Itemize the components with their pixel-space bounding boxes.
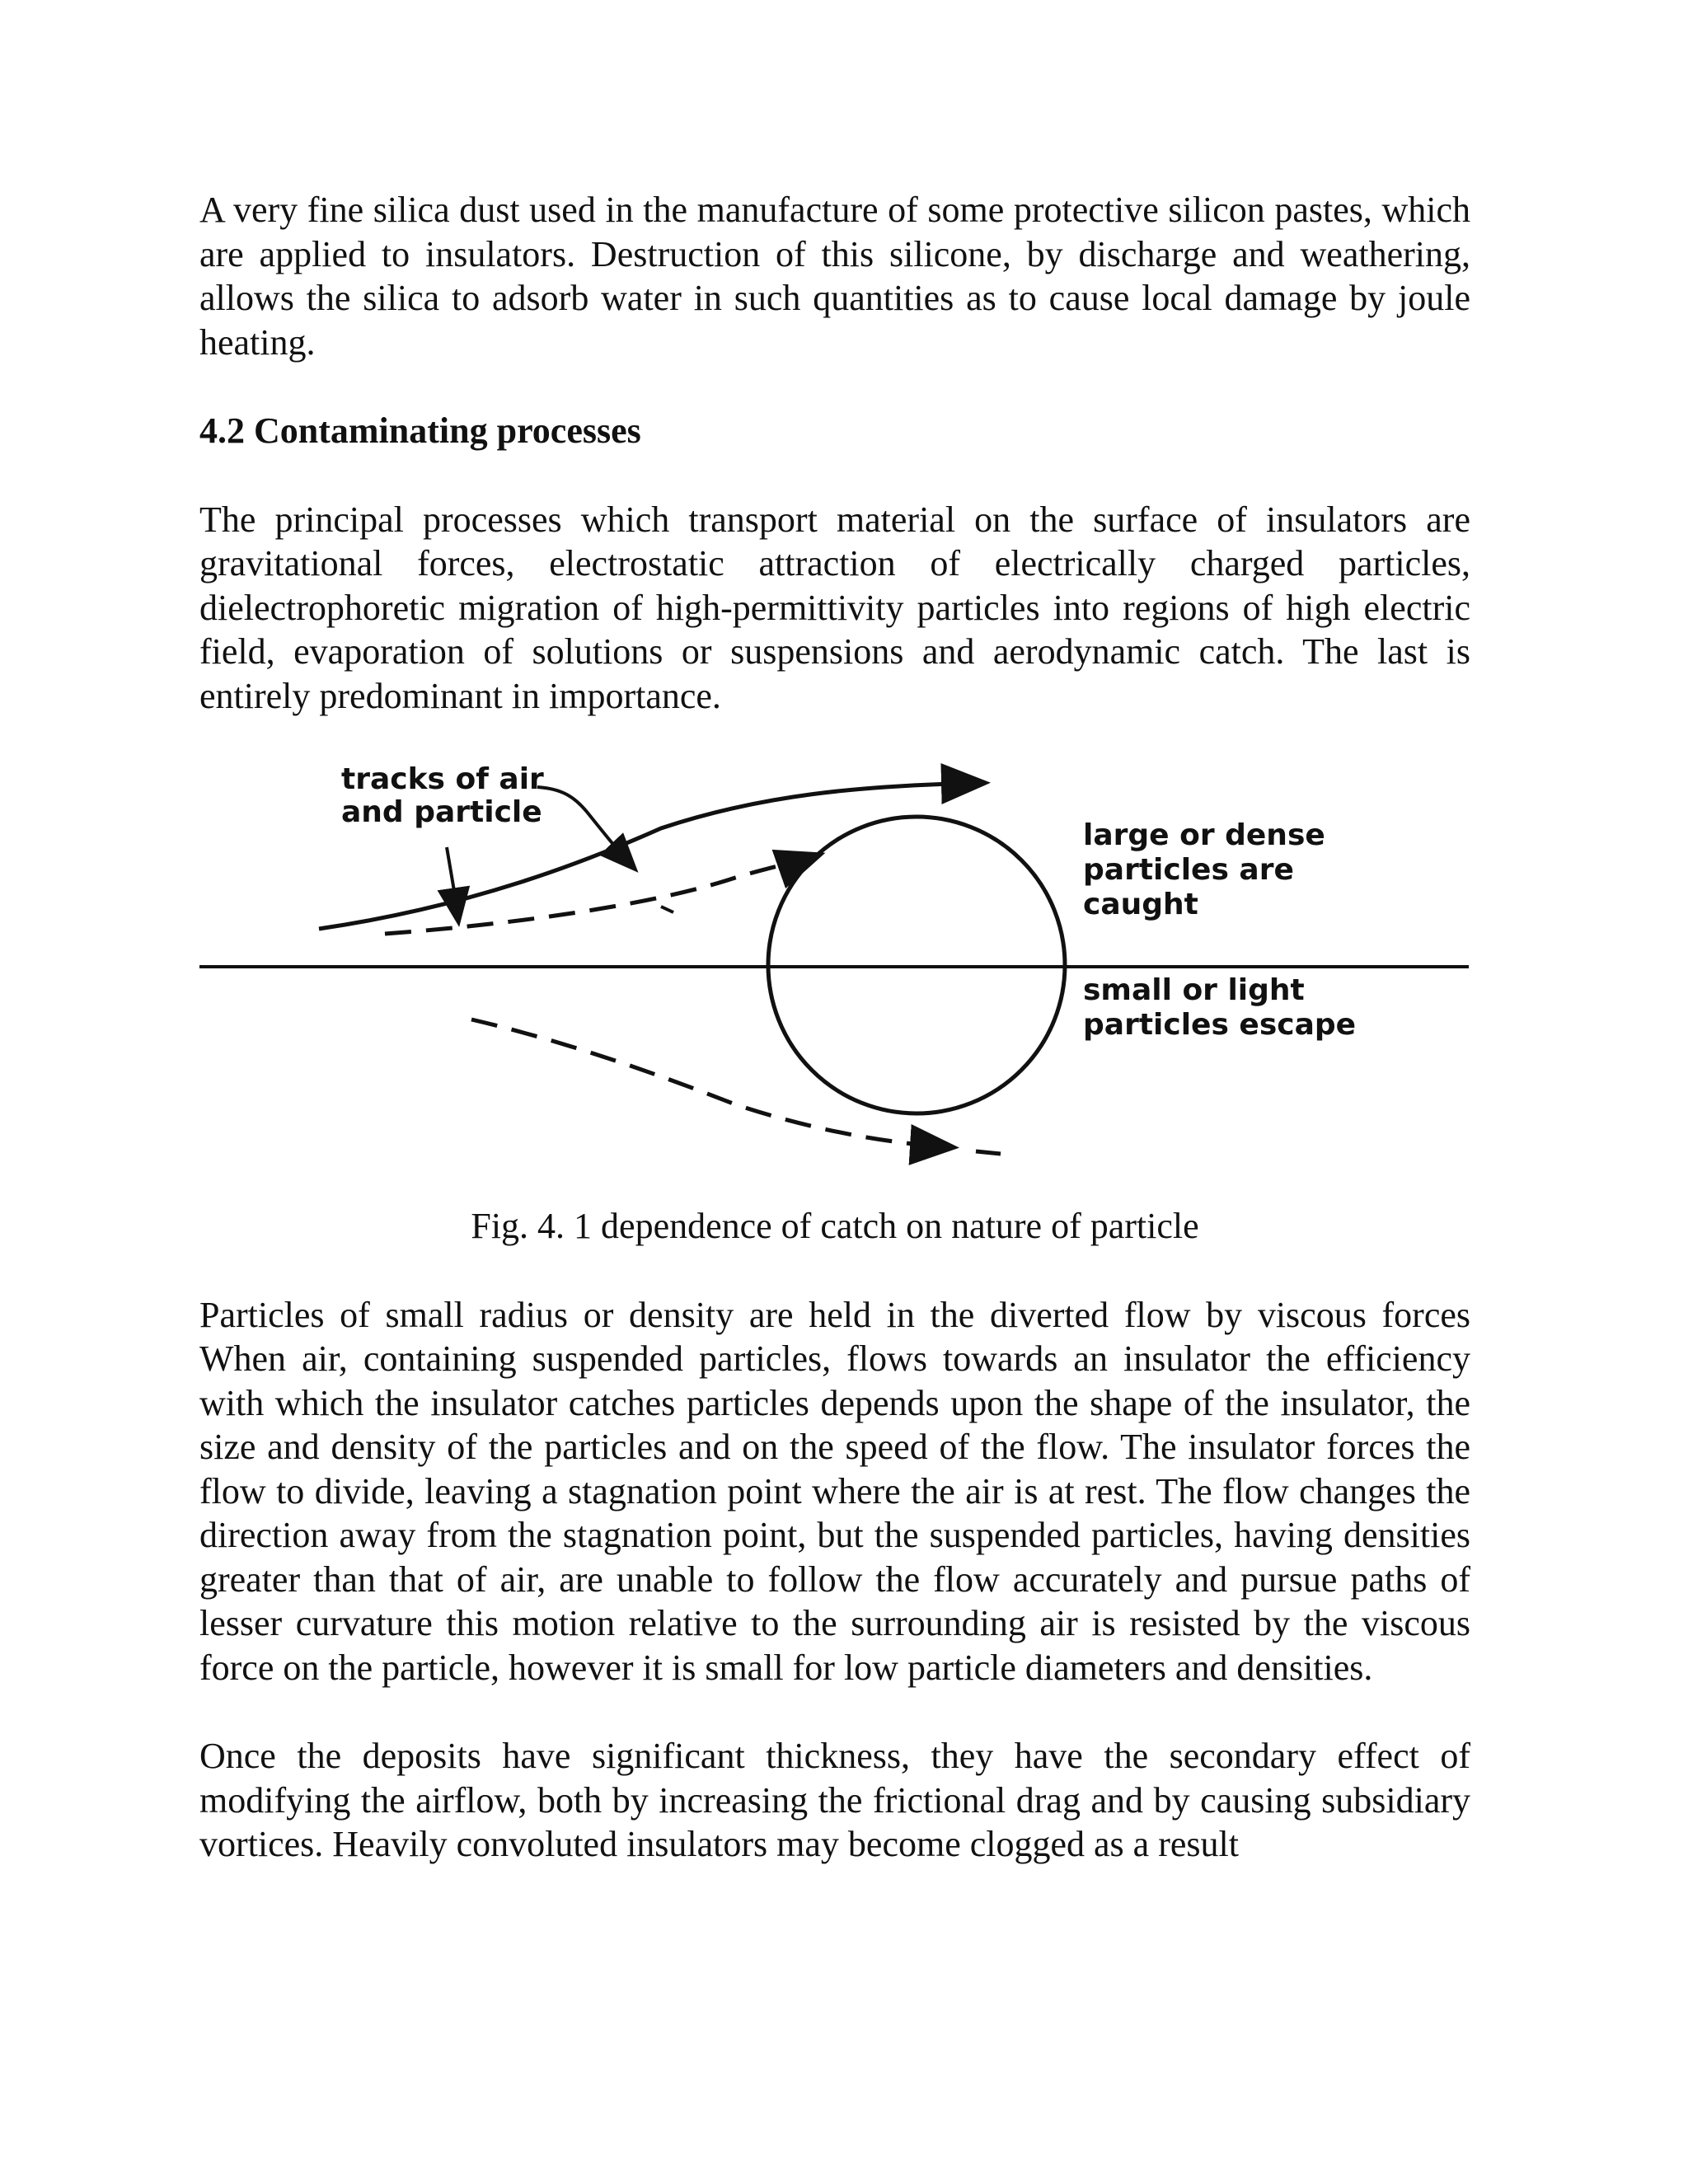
paragraph-particle-catch: Particles of small radius or density are held in the diverted flow by viscous forces When air, containing suspended particles, flows towards an insulator the efficiency with which the insulator catches particles depends upon the shape of the insulator, the size and density of the particles and on the speed of the flow. The insulator forces the flow to divide, leaving a stagnation point where the air is at rest. The flow changes the direction away from the stagnation point, but the suspended particles, having densities greater than that of air, are unable to follow the flow accurately and pursue paths of lesser curvature this motion relative to the surrounding air is resisted by the viscous force on the particle, however it is small for low particle diameters and densities. — [199, 1294, 1470, 1688]
particle-track-escape — [471, 1019, 951, 1147]
dash-fragment — [976, 1151, 1001, 1154]
label-leader-line — [447, 847, 458, 921]
label-caught-line2: particles are — [1083, 853, 1294, 887]
label-escape-line1: small or light — [1083, 973, 1305, 1007]
spacer — [199, 453, 1470, 498]
spacer — [199, 1249, 1470, 1293]
document-page — [199, 188, 1470, 1867]
figure-particle-catch — [199, 738, 1470, 1193]
label-caught-line3: caught — [1083, 888, 1198, 921]
paragraph-deposits: Once the deposits have significant thickness, they have the secondary effect of modifying the airflow, both by increasing the frictional drag and by causing subsidiary vortices. Heavily convoluted insulators may become clogged as a result — [199, 1736, 1470, 1864]
label-escape-line2: particles escape — [1083, 1008, 1357, 1042]
figure-diagram — [199, 738, 1470, 1193]
section-heading: 4.2 Contaminating processes — [199, 410, 641, 451]
paragraph-contaminating-processes: The principal processes which transport material on the surface of insulators are gravitational forces, electrostatic attraction of electrically charged particles, dielectrophoretic migration of high-permittivity particles into regions of high electric field, evaporation of solutions or suspensions and aerodynamic catch. The last is entirely predominant in importance. — [199, 499, 1470, 716]
label-tracks-line1: tracks of air — [341, 762, 544, 796]
paragraph-silica-dust: A very fine silica dust used in the manufacture of some protective silicon pastes, which are applied to insulators. Destruction of this silicone, by discharge and weathering, allows the silica to adsorb water in such quantities as to cause local damage by joule heating. — [199, 190, 1470, 363]
dash-fragment — [661, 907, 673, 912]
label-caught-line1: large or dense — [1083, 818, 1325, 852]
label-tracks-line2: and particle — [341, 795, 542, 829]
figure-caption: Fig. 4. 1 dependence of catch on nature of particle — [471, 1206, 1199, 1246]
label-leader-line — [537, 787, 634, 868]
spacer — [199, 364, 1470, 409]
spacer — [199, 1690, 1470, 1734]
